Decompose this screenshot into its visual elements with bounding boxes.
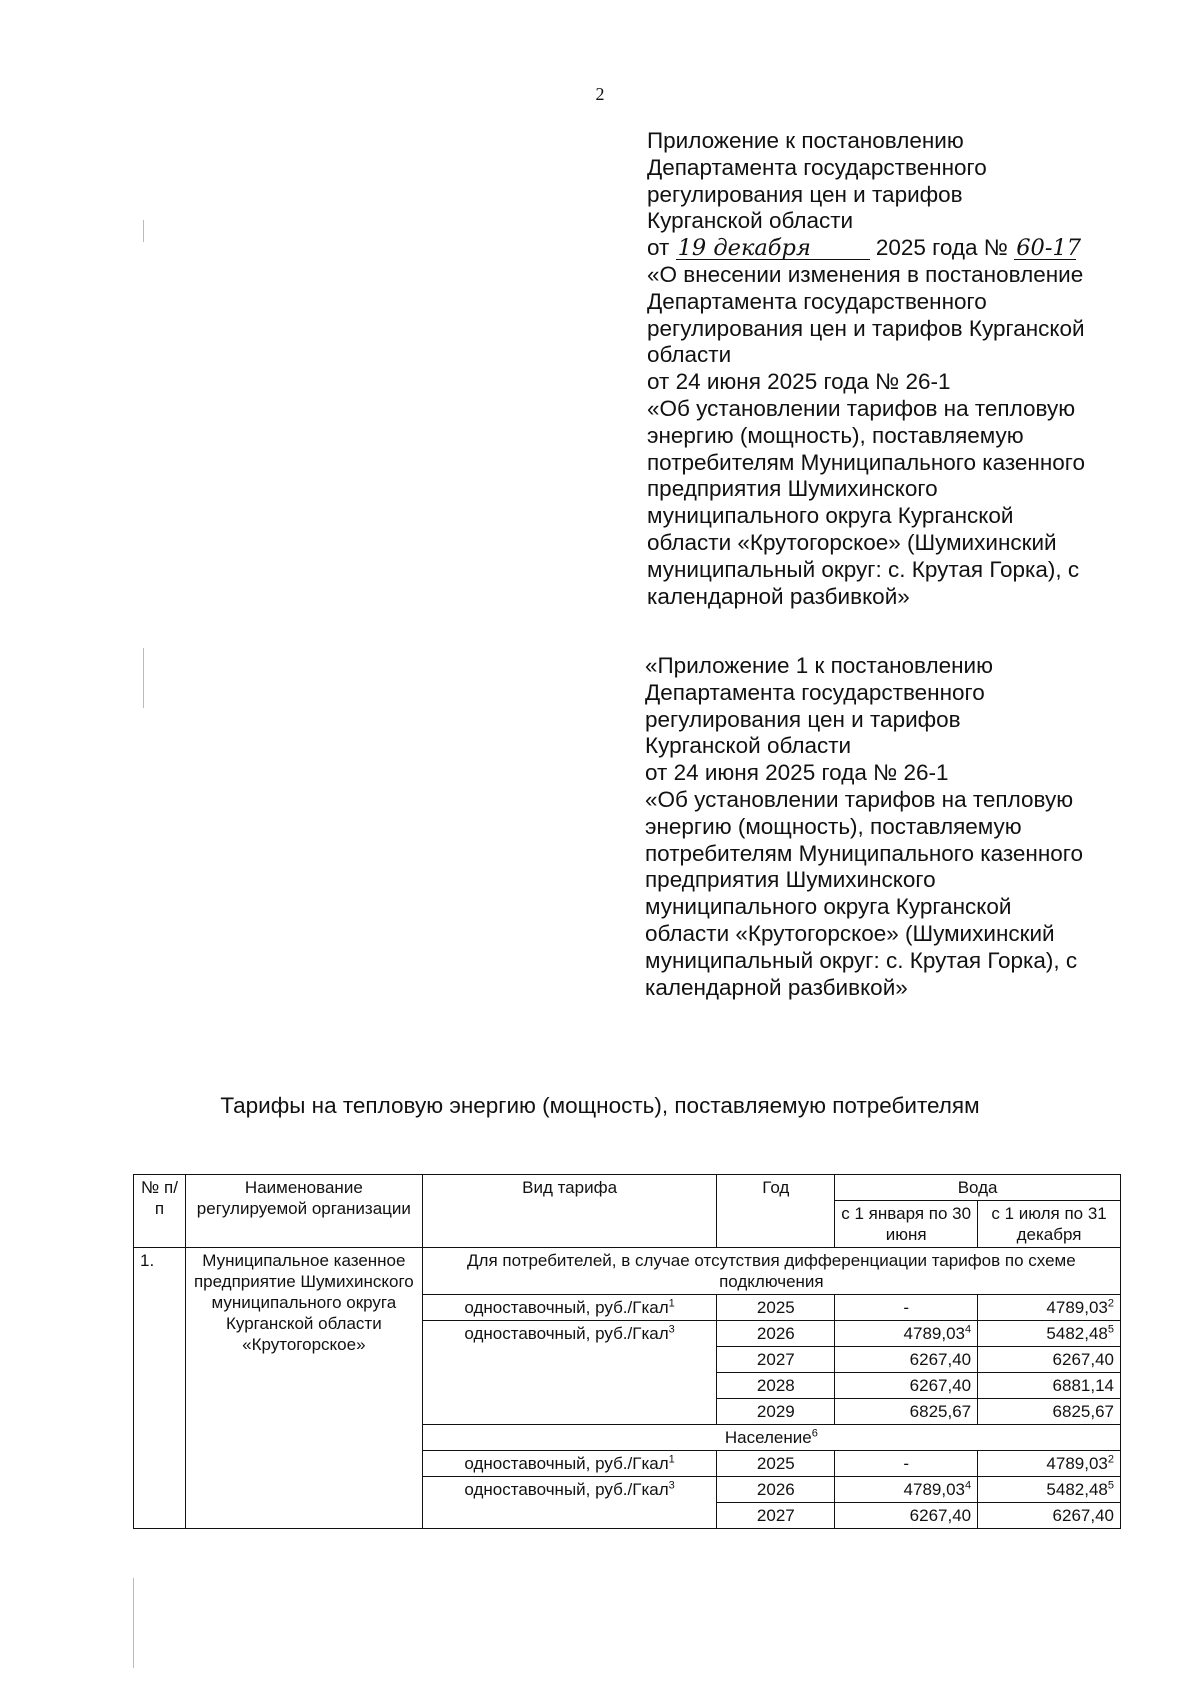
tariff-h1-cell: 6267,40	[835, 1373, 978, 1399]
header-line: Приложение к постановлению	[647, 128, 964, 153]
header-org: Наименование регулируемой организации	[185, 1175, 422, 1248]
appendix-line: предприятия Шумихинского	[645, 867, 936, 893]
appendix-line: Курганской области	[645, 733, 852, 759]
page-number: 2	[595, 84, 605, 104]
header-date-line	[647, 235, 1147, 262]
table-section-row	[134, 1248, 1121, 1295]
header-line: регулирования цен и тарифов	[647, 181, 963, 207]
section-label: Население$^6$	[422, 1425, 1120, 1451]
tariff-type-cell: одноставочный, руб./Гкал$^3$	[422, 1477, 717, 1529]
appendix-header	[645, 653, 1145, 1001]
tariff-h1-cell: -	[835, 1295, 978, 1321]
tariff-h1-cell: -	[835, 1451, 978, 1477]
tariff-type-cell: одноставочный, руб./Гкал$^3$	[422, 1321, 717, 1425]
header-period-1: с 1 января по 30 июня	[835, 1201, 978, 1248]
tariff-table	[133, 1174, 1121, 1529]
tariff-h1-cell: 4789,03$^4$	[835, 1321, 978, 1347]
tariff-h1-cell: 6825,67	[835, 1399, 978, 1425]
year-cell: 2027	[717, 1347, 835, 1373]
tariff-h2-cell: 6825,67	[978, 1399, 1121, 1425]
tariff-h2-cell: 4789,03$^2$	[978, 1451, 1121, 1477]
tariff-type-cell: одноставочный, руб./Гкал$^1$	[422, 1295, 717, 1321]
appendix-line: муниципальный округ: с. Крутая Горка), с	[645, 947, 1078, 973]
tariff-h2-cell: 6881,14	[978, 1373, 1121, 1399]
tariff-h1-cell: 6267,40	[835, 1347, 978, 1373]
header-tariff-type: Вид тарифа	[422, 1175, 717, 1248]
appendix-line: Департамента государственного	[645, 679, 985, 705]
amendment-line: энергию (мощность), поставляемую	[647, 422, 1024, 448]
handwritten-number: 60-17	[1016, 235, 1082, 262]
table-title: Тарифы на тепловую энергию (мощность), поставляемую потребителям	[220, 1093, 980, 1118]
tariff-h2-cell: 5482,48$^5$	[978, 1321, 1121, 1347]
amendment-line: муниципальный округ: с. Крутая Горка), с	[647, 556, 1080, 582]
header-line: Курганской области	[647, 208, 854, 234]
appendix-line: от 24 июня 2025 года № 26-1	[645, 760, 949, 786]
amendment-line: области	[647, 342, 732, 368]
year-cell: 2027	[717, 1503, 835, 1529]
amendment-line: календарной разбивкой»	[647, 583, 910, 609]
amendment-line: «О внесении изменения в постановление	[647, 261, 1084, 287]
header-water: Вода	[835, 1175, 1121, 1201]
appendix-line: «Приложение 1 к постановлению	[645, 653, 993, 678]
handwritten-date: 19 декабря	[676, 237, 870, 260]
amendment-line: от 24 июня 2025 года № 26-1	[647, 369, 951, 395]
tariff-h2-cell: 4789,03$^2$	[978, 1295, 1121, 1321]
scan-artifact	[143, 220, 144, 242]
row-number: 1.	[134, 1248, 186, 1529]
amendment-line: муниципального округа Курганской	[647, 503, 1014, 529]
tariff-h2-cell: 6267,40	[978, 1503, 1121, 1529]
tariff-h1-cell: 4789,03$^4$	[835, 1477, 978, 1503]
year-cell: 2025	[717, 1451, 835, 1477]
appendix-line: «Об установлении тарифов на тепловую	[645, 786, 1074, 812]
appendix-line: потребителям Муниципального казенного	[645, 840, 1084, 866]
tariff-h2-cell: 6267,40	[978, 1347, 1121, 1373]
decree-header	[647, 128, 1147, 610]
year-cell: 2026	[717, 1321, 835, 1347]
header-num: № п/п	[134, 1175, 186, 1248]
header-year: Год	[717, 1175, 835, 1248]
header-line: Департамента государственного	[647, 154, 987, 180]
appendix-line: календарной разбивкой»	[645, 974, 908, 1000]
appendix-line: регулирования цен и тарифов	[645, 706, 961, 732]
scan-artifact	[133, 1578, 134, 1668]
amendment-line: предприятия Шумихинского	[647, 476, 938, 502]
appendix-line: муниципального округа Курганской	[645, 894, 1012, 920]
appendix-line: энергию (мощность), поставляемую	[645, 813, 1022, 839]
scan-artifact	[143, 648, 144, 708]
tariff-type-cell: одноставочный, руб./Гкал$^1$	[422, 1451, 717, 1477]
amendment-line: области «Крутогорское» (Шумихинский	[647, 529, 1057, 555]
header-period-2: с 1 июля по 31 декабря	[978, 1201, 1121, 1248]
amendment-line: «Об установлении тарифов на тепловую	[647, 395, 1076, 421]
year-cell: 2029	[717, 1399, 835, 1425]
amendment-line: потребителям Муниципального казенного	[647, 449, 1086, 475]
date-prefix: от	[647, 235, 670, 261]
amendment-line: регулирования цен и тарифов Курганской	[647, 315, 1085, 341]
year-cell: 2028	[717, 1373, 835, 1399]
table-header-row	[134, 1175, 1121, 1201]
year-cell: 2025	[717, 1295, 835, 1321]
amendment-line: Департамента государственного	[647, 288, 987, 314]
appendix-line: области «Крутогорское» (Шумихинский	[645, 920, 1055, 946]
year-text: 2025 года №	[875, 235, 1008, 261]
tariff-h1-cell: 6267,40	[835, 1503, 978, 1529]
year-cell: 2026	[717, 1477, 835, 1503]
organization-name: Муниципальное казенное предприятие Шумихинского муниципального округа Курганской области «Крутогорское»	[185, 1248, 422, 1529]
section-label: Для потребителей, в случае отсутствия дифференциации тарифов по схеме подключения	[422, 1248, 1120, 1295]
tariff-h2-cell: 5482,48$^5$	[978, 1477, 1121, 1503]
